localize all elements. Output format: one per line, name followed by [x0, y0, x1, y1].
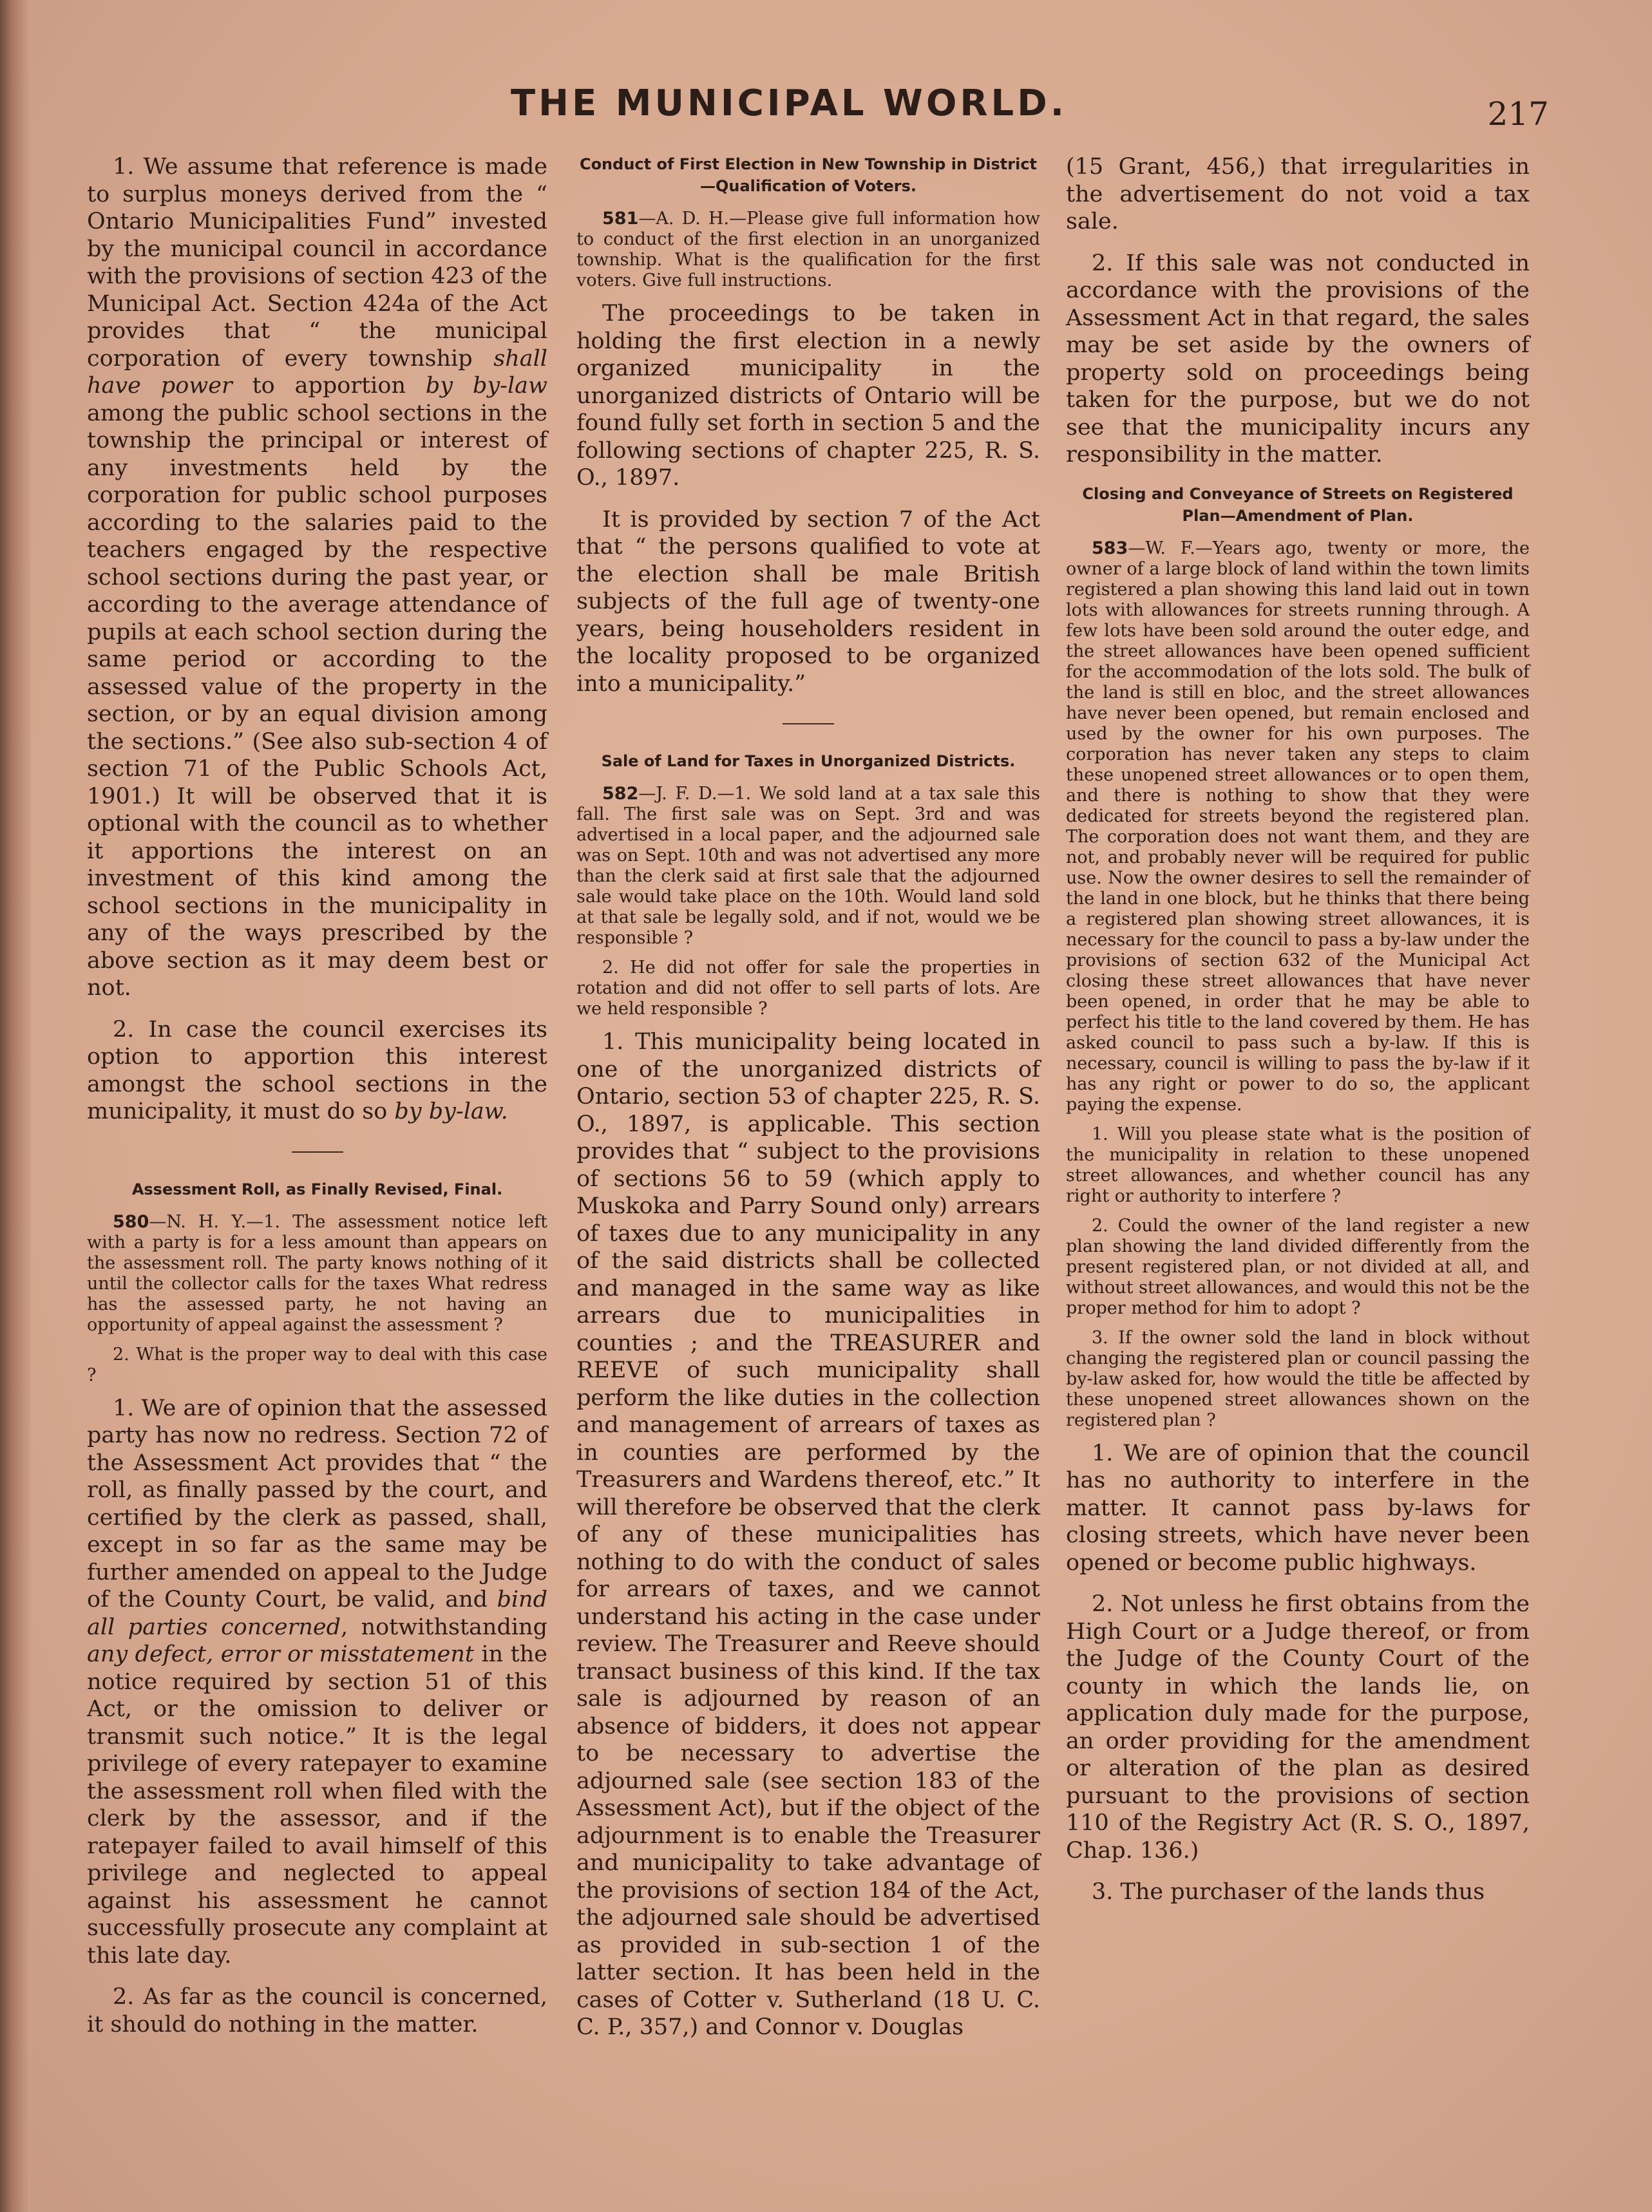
answer-paragraph: 1. We are of opinion that the assessed party has now no redress. Section 72 of the Assessment Act provides that “ the roll, as finally passed by the court, and certified by the clerk as passed, shall, except in so far as the same may be further amended on appeal to the Judge of the County Court, be valid, and bind all parties concerned, notwithstanding any defect, error or misstatement in the notice required by section 51 of this Act, or the omission to deliver or transmit such notice.” It is the legal privilege of every ratepayer to examine the assessment roll when filed with the clerk by the assessor, and if the ratepayer failed to avail himself of this privilege and neglected to appeal against his assessment he cannot successfully prosecute any complaint at this late day. [87, 1395, 547, 1969]
answer-paragraph: 3. The purchaser of the lands thus [1092, 1879, 1485, 1905]
question-581: 581—A. D. H.—Please give full information how to conduct of the first election in an unorganized township. What is the qualification for the first voters. Give full instructions. [576, 209, 1040, 290]
page-number: 217 [1487, 95, 1549, 133]
question-582-part-2: 2. He did not offer for sale the properties in rotation and did not offer to sell parts of lots. Are we held responsible ? [576, 958, 1040, 1019]
section-divider [292, 1151, 343, 1153]
column-3 [1066, 153, 1530, 1920]
question-583-part-1: 1. Will you please state what is the position of the municipality in relation to these unopened street allowances, and whether council has any right or authority to interfere ? [1066, 1124, 1530, 1206]
answer-paragraph: 1. We assume that reference is made to surplus moneys derived from the “ Ontario Municipalities Fund” invested by the municipal council in accordance with the provisions of section 423 of the Municipal Act. Section 424a of the Act provides that “ the municipal corporation of every township shall have power to apportion by by-law among the public school sections in the township the principal or interest of any investments held by the corporation for public school purposes according to the salaries paid to the teachers engaged by the respective school sections during the past year, or according to the average attendance of pupils at each school section during the same period or according to the assessed value of the property in the section, or by an equal division among the sections.” (See also sub-section 4 of section 71 of the Public Schools Act, 1901.) It will be observed that it is optional with the council as to whether it apportions the interest on an investment of this kind among the school sections in the municipality in any of the ways prescribed by the above section as it may deem best or not. [87, 154, 547, 1001]
answer-paragraph: 2. Not unless he first obtains from the High Court or a Judge thereof, or from the Judge of the County Court of the county in which the lands lie, on application duly made for the purpose, an order providing for the amendment or alteration of the plan as desired pursuant to the provisions of section 110 of the Registry Act (R. S. O., 1897, Chap. 136.) [1066, 1591, 1530, 1864]
section-divider [783, 723, 834, 724]
page-title: THE MUNICIPAL WORLD. [510, 82, 1067, 124]
answer-paragraph: 1. We are of opinion that the council has no authority to interfere in the matter. It cannot pass by-laws for closing streets, which have never been opened or become public highways. [1066, 1440, 1530, 1576]
question-582: 582—J. F. D.—1. We sold land at a tax sale this fall. The first sale was on Sept. 3rd and was advertised in a local paper, and the adjourned sale was on Sept. 10th and was not advertised any more than the clerk said at first sale that the adjourned sale would take place on the 10th. Would land sold at that sale be legally sold, and if not, would we be responsible ? [576, 784, 1040, 948]
question-583-part-2: 2. Could the owner of the land register a new plan showing the land divided differently from the present registered plan, or not divided at all, and without street allowances, and would this not be the proper method for him to adopt ? [1066, 1215, 1530, 1318]
question-580-part-2: 2. What is the proper way to deal with this case ? [87, 1344, 547, 1385]
question-583-part-3: 3. If the owner sold the land in block without changing the registered plan or council passing the by-law asked for, how would the title be affected by these unopened street allowances shown on the registered plan ? [1066, 1327, 1530, 1430]
column-1 [87, 153, 547, 2052]
section-heading: Closing and Conveyance of Streets on Registered Plan—Amendment of Plan. [1082, 484, 1514, 525]
answer-paragraph: The proceedings to be taken in holding the first election in a newly organized municipality in the unorganized districts of Ontario will be found fully set forth in section 5 and the following sections of chapter 225, R. S. O., 1897. [576, 301, 1040, 491]
answer-paragraph: It is provided by section 7 of the Act that “ the persons qualified to vote at the election shall be male British subjects of the full age of twenty-one years, being householders resident in the locality proposed to be organized into a municipality.” [576, 506, 1040, 697]
answer-paragraph: 2. As far as the council is concerned, it should do nothing in the matter. [87, 1984, 547, 2037]
answer-paragraph: 2. In case the council exercises its option to apportion this interest amongst the school sections in the municipality, it must do so by by-law. [87, 1016, 547, 1124]
answer-paragraph: 1. This municipality being located in one of the unorganized districts of Ontario, section 53 of chapter 225, R. S. O., 1897, is applicable. This section provides that “ subject to the provisions of sections 56 to 59 (which apply to Muskoka and Parry Sound only) arrears of taxes due to any municipality in any of the said districts shall be collected and managed in the same way as like arrears due to municipalities in counties ; and the TREASURER and REEVE of such municipality shall perform the like duties in the collection and management of arrears of taxes as in counties are performed by the Treasurers and Wardens thereof, etc.” It will therefore be observed that the clerk of any of these municipalities has nothing to do with the conduct of sales for arrears of taxes, and we cannot understand his acting in the case under review. The Treasurer and Reeve should transact business of this kind. If the tax sale is adjourned by reason of an absence of bidders, it does not appear to be necessary to advertise the adjourned sale (see section 183 of the Assessment Act), but if the object of the adjournment is to enable the Treasurer and municipality to take advantage of the provisions of section 184 of the Act, the adjourned sale should be advertised as provided in sub-section 1 of the latter section. It has been held in the cases of Cotter v. Sutherland (18 U. C. C. P., 357,) and Connor v. Douglas [576, 1029, 1040, 2040]
answer-paragraph: 2. If this sale was not conducted in accordance with the provisions of the Assessment Act in that regard, the sales may be set aside by the owners of property sold on proceedings being taken for the purpose, but we do not see that the municipality incurs any responsibility in the matter. [1066, 250, 1530, 468]
column-2 [576, 153, 1040, 2056]
binding-gutter [0, 0, 31, 2212]
section-heading: Assessment Roll, as Finally Revised, Final. [131, 1180, 503, 1198]
section-heading: Sale of Land for Taxes in Unorganized Districts. [601, 752, 1016, 770]
section-heading: Conduct of First Election in New Township in District—Qualification of Voters. [579, 155, 1038, 195]
answer-paragraph: (15 Grant, 456,) that irregularities in the advertisement do not void a tax sale. [1066, 154, 1530, 234]
question-583: 583—W. F.—Years ago, twenty or more, the owner of a large block of land within the town limits registered a plan showing this land laid out in town lots with allowances for streets running through. A few lots have been sold around the outer edge, and the street allowances have been opened sufficient for the accommodation of the lots sold. The bulk of the land is still en bloc, and the street allowances have never been opened, but remain enclosed and used by the owner for his own purposes. The corporation has never taken any steps to claim these unopened street allowances or to open them, and there is nothing to show that they were dedicated for streets beyond the registered plan. The corporation does not want them, and they are not, and probably never will be required for public use. Now the owner desires to sell the remainder of the land in one block, but he thinks that there being a registered plan showing street allowances, it is necessary for the council to pass a by-law under the provisions of section 632 of the Municipal Act closing these street allowances that have never been opened, in order that he may be able to perfect his title to the land covered by them. He has asked council to pass such a by-law. If this is necessary, council is willing to pass the by-law if it has any right or power to do so, the applicant paying the expense. [1066, 538, 1530, 1115]
question-580: 580—N. H. Y.—1. The assessment notice left with a party is for a less amount than appears on the assessment roll. The party knows nothing of it until the collector calls for the taxes What redress has the assessed party, he not having an opportunity of appeal against the assessment ? [87, 1211, 547, 1335]
